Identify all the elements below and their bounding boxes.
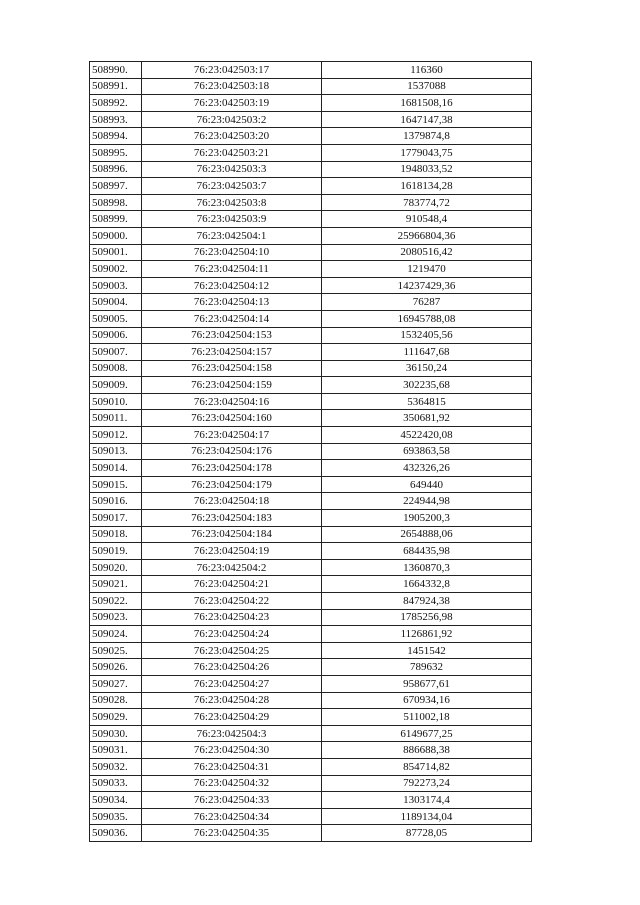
table-row xyxy=(90,476,532,493)
table-row xyxy=(90,709,532,726)
cadastral-number-cell: 76:23:042504:183 xyxy=(142,510,322,527)
row-number-cell: 509022. xyxy=(90,593,142,610)
row-number-cell: 509020. xyxy=(90,559,142,576)
cadastral-number-cell: 76:23:042504:19 xyxy=(142,543,322,560)
table-row xyxy=(90,593,532,610)
cadastral-number-cell: 76:23:042504:24 xyxy=(142,626,322,643)
table-row xyxy=(90,626,532,643)
cadastral-number-cell: 76:23:042504:1 xyxy=(142,227,322,244)
row-number-cell: 509000. xyxy=(90,227,142,244)
cadastral-number-cell: 76:23:042504:18 xyxy=(142,493,322,510)
row-number-cell: 508992. xyxy=(90,95,142,112)
cadastral-number-cell: 76:23:042503:8 xyxy=(142,194,322,211)
cadastral-value-cell: 511002,18 xyxy=(322,709,532,726)
row-number-cell: 508990. xyxy=(90,62,142,79)
cadastral-value-cell: 792273,24 xyxy=(322,775,532,792)
table-row xyxy=(90,775,532,792)
row-number-cell: 509024. xyxy=(90,626,142,643)
table-row xyxy=(90,277,532,294)
cadastral-number-cell: 76:23:042504:33 xyxy=(142,792,322,809)
row-number-cell: 508997. xyxy=(90,178,142,195)
row-number-cell: 509002. xyxy=(90,261,142,278)
row-number-cell: 509005. xyxy=(90,310,142,327)
row-number-cell: 509004. xyxy=(90,294,142,311)
table-row xyxy=(90,675,532,692)
cadastral-value-cell: 1189134,04 xyxy=(322,808,532,825)
table-row xyxy=(90,410,532,427)
cadastral-number-cell: 76:23:042504:2 xyxy=(142,559,322,576)
cadastral-number-cell: 76:23:042504:27 xyxy=(142,675,322,692)
row-number-cell: 509019. xyxy=(90,543,142,560)
row-number-cell: 509033. xyxy=(90,775,142,792)
row-number-cell: 509007. xyxy=(90,344,142,361)
cadastral-value-cell: 16945788,08 xyxy=(322,310,532,327)
cadastral-value-cell: 25966804,36 xyxy=(322,227,532,244)
row-number-cell: 509018. xyxy=(90,526,142,543)
cadastral-value-cell: 432326,26 xyxy=(322,460,532,477)
cadastral-value-cell: 1681508,16 xyxy=(322,95,532,112)
table-row xyxy=(90,211,532,228)
row-number-cell: 508995. xyxy=(90,144,142,161)
cadastral-value-cell: 4522420,08 xyxy=(322,427,532,444)
table-row xyxy=(90,825,532,842)
cadastral-value-cell: 36150,24 xyxy=(322,360,532,377)
table-row xyxy=(90,78,532,95)
row-number-cell: 509012. xyxy=(90,427,142,444)
table-row xyxy=(90,178,532,195)
cadastral-value-cell: 1948033,52 xyxy=(322,161,532,178)
cadastral-value-cell: 76287 xyxy=(322,294,532,311)
cadastral-value-cell: 1532405,56 xyxy=(322,327,532,344)
row-number-cell: 508991. xyxy=(90,78,142,95)
table-row xyxy=(90,294,532,311)
cadastral-number-cell: 76:23:042504:157 xyxy=(142,344,322,361)
row-number-cell: 508996. xyxy=(90,161,142,178)
cadastral-value-cell: 1303174,4 xyxy=(322,792,532,809)
table-row xyxy=(90,310,532,327)
cadastral-number-cell: 76:23:042503:18 xyxy=(142,78,322,95)
table-row xyxy=(90,559,532,576)
cadastral-value-cell: 910548,4 xyxy=(322,211,532,228)
row-number-cell: 509013. xyxy=(90,443,142,460)
cadastral-number-cell: 76:23:042504:35 xyxy=(142,825,322,842)
cadastral-number-cell: 76:23:042504:28 xyxy=(142,692,322,709)
cadastral-value-cell: 1126861,92 xyxy=(322,626,532,643)
cadastral-number-cell: 76:23:042503:3 xyxy=(142,161,322,178)
table-row xyxy=(90,327,532,344)
cadastral-number-cell: 76:23:042504:30 xyxy=(142,742,322,759)
cadastral-number-cell: 76:23:042504:26 xyxy=(142,659,322,676)
row-number-cell: 508999. xyxy=(90,211,142,228)
row-number-cell: 509031. xyxy=(90,742,142,759)
cadastral-value-cell: 789632 xyxy=(322,659,532,676)
cadastral-number-cell: 76:23:042504:17 xyxy=(142,427,322,444)
cadastral-value-cell: 847924,38 xyxy=(322,593,532,610)
row-number-cell: 509008. xyxy=(90,360,142,377)
cadastral-value-cell: 1537088 xyxy=(322,78,532,95)
table-row xyxy=(90,460,532,477)
cadastral-value-cell: 649440 xyxy=(322,476,532,493)
row-number-cell: 509015. xyxy=(90,476,142,493)
cadastral-value-cell: 1905200,3 xyxy=(322,510,532,527)
cadastral-number-cell: 76:23:042503:17 xyxy=(142,62,322,79)
cadastral-value-cell: 1779043,75 xyxy=(322,144,532,161)
table-row xyxy=(90,161,532,178)
cadastral-number-cell: 76:23:042503:21 xyxy=(142,144,322,161)
table-row xyxy=(90,792,532,809)
cadastral-value-cell: 350681,92 xyxy=(322,410,532,427)
cadastral-value-cell: 1618134,28 xyxy=(322,178,532,195)
table-row xyxy=(90,443,532,460)
cadastral-number-cell: 76:23:042504:159 xyxy=(142,377,322,394)
cadastral-number-cell: 76:23:042504:14 xyxy=(142,310,322,327)
row-number-cell: 509028. xyxy=(90,692,142,709)
cadastral-value-cell: 116360 xyxy=(322,62,532,79)
cadastral-number-cell: 76:23:042504:21 xyxy=(142,576,322,593)
cadastral-value-cell: 2654888,06 xyxy=(322,526,532,543)
cadastral-number-cell: 76:23:042504:10 xyxy=(142,244,322,261)
row-number-cell: 508994. xyxy=(90,128,142,145)
cadastral-value-cell: 6149677,25 xyxy=(322,725,532,742)
row-number-cell: 509011. xyxy=(90,410,142,427)
cadastral-value-cell: 1219470 xyxy=(322,261,532,278)
table-row xyxy=(90,144,532,161)
row-number-cell: 509032. xyxy=(90,758,142,775)
row-number-cell: 509021. xyxy=(90,576,142,593)
row-number-cell: 509010. xyxy=(90,393,142,410)
table-row xyxy=(90,692,532,709)
cadastral-number-cell: 76:23:042504:153 xyxy=(142,327,322,344)
table-row xyxy=(90,128,532,145)
cadastral-number-cell: 76:23:042504:29 xyxy=(142,709,322,726)
table-row xyxy=(90,576,532,593)
cadastral-number-cell: 76:23:042504:32 xyxy=(142,775,322,792)
cadastral-number-cell: 76:23:042504:11 xyxy=(142,261,322,278)
cadastral-number-cell: 76:23:042503:2 xyxy=(142,111,322,128)
row-number-cell: 508993. xyxy=(90,111,142,128)
cadastral-value-cell: 111647,68 xyxy=(322,344,532,361)
table-row xyxy=(90,244,532,261)
table-row xyxy=(90,360,532,377)
cadastral-value-cell: 854714,82 xyxy=(322,758,532,775)
cadastral-value-cell: 1785256,98 xyxy=(322,609,532,626)
row-number-cell: 509030. xyxy=(90,725,142,742)
row-number-cell: 509035. xyxy=(90,808,142,825)
cadastral-number-cell: 76:23:042504:13 xyxy=(142,294,322,311)
cadastral-value-cell: 886688,38 xyxy=(322,742,532,759)
cadastral-value-cell: 224944,98 xyxy=(322,493,532,510)
cadastral-number-cell: 76:23:042504:178 xyxy=(142,460,322,477)
cadastral-number-cell: 76:23:042504:23 xyxy=(142,609,322,626)
table-row xyxy=(90,742,532,759)
row-number-cell: 509023. xyxy=(90,609,142,626)
cadastral-value-cell: 1379874,8 xyxy=(322,128,532,145)
table-row xyxy=(90,493,532,510)
cadastral-number-cell: 76:23:042504:158 xyxy=(142,360,322,377)
table-row xyxy=(90,642,532,659)
cadastral-number-cell: 76:23:042504:176 xyxy=(142,443,322,460)
row-number-cell: 509001. xyxy=(90,244,142,261)
row-number-cell: 509009. xyxy=(90,377,142,394)
cadastral-number-cell: 76:23:042503:19 xyxy=(142,95,322,112)
row-number-cell: 509017. xyxy=(90,510,142,527)
table-row xyxy=(90,393,532,410)
cadastral-value-cell: 1664332,8 xyxy=(322,576,532,593)
row-number-cell: 509006. xyxy=(90,327,142,344)
row-number-cell: 509003. xyxy=(90,277,142,294)
row-number-cell: 509034. xyxy=(90,792,142,809)
table-row xyxy=(90,194,532,211)
cadastral-number-cell: 76:23:042503:7 xyxy=(142,178,322,195)
table-row xyxy=(90,659,532,676)
table-row xyxy=(90,758,532,775)
table-row xyxy=(90,344,532,361)
table-row xyxy=(90,227,532,244)
cadastral-value-cell: 693863,58 xyxy=(322,443,532,460)
table-row xyxy=(90,62,532,79)
cadastral-number-cell: 76:23:042503:20 xyxy=(142,128,322,145)
row-number-cell: 508998. xyxy=(90,194,142,211)
cadastral-value-cell: 958677,61 xyxy=(322,675,532,692)
cadastral-value-cell: 1360870,3 xyxy=(322,559,532,576)
cadastral-number-cell: 76:23:042504:3 xyxy=(142,725,322,742)
cadastral-value-cell: 1451542 xyxy=(322,642,532,659)
cadastral-number-cell: 76:23:042504:34 xyxy=(142,808,322,825)
table-body xyxy=(90,62,532,842)
row-number-cell: 509014. xyxy=(90,460,142,477)
cadastral-number-cell: 76:23:042504:160 xyxy=(142,410,322,427)
cadastral-number-cell: 76:23:042503:9 xyxy=(142,211,322,228)
cadastral-number-cell: 76:23:042504:179 xyxy=(142,476,322,493)
row-number-cell: 509016. xyxy=(90,493,142,510)
cadastral-number-cell: 76:23:042504:12 xyxy=(142,277,322,294)
table-row xyxy=(90,725,532,742)
row-number-cell: 509029. xyxy=(90,709,142,726)
table-row xyxy=(90,609,532,626)
cadastral-value-cell: 302235,68 xyxy=(322,377,532,394)
cadastral-value-cell: 5364815 xyxy=(322,393,532,410)
row-number-cell: 509027. xyxy=(90,675,142,692)
cadastral-number-cell: 76:23:042504:184 xyxy=(142,526,322,543)
cadastral-value-cell: 670934,16 xyxy=(322,692,532,709)
cadastral-value-cell: 2080516,42 xyxy=(322,244,532,261)
cadastral-value-cell: 783774,72 xyxy=(322,194,532,211)
table-row xyxy=(90,510,532,527)
cadastral-number-cell: 76:23:042504:22 xyxy=(142,593,322,610)
table-row xyxy=(90,427,532,444)
row-number-cell: 509025. xyxy=(90,642,142,659)
cadastral-value-cell: 684435,98 xyxy=(322,543,532,560)
table-row xyxy=(90,526,532,543)
cadastral-value-cell: 87728,05 xyxy=(322,825,532,842)
cadastral-number-cell: 76:23:042504:31 xyxy=(142,758,322,775)
table-row xyxy=(90,111,532,128)
table-row xyxy=(90,377,532,394)
table-row xyxy=(90,261,532,278)
cadastral-value-cell: 14237429,36 xyxy=(322,277,532,294)
cadastral-value-table xyxy=(89,61,532,842)
table-row xyxy=(90,543,532,560)
table-row xyxy=(90,95,532,112)
table-row xyxy=(90,808,532,825)
cadastral-value-cell: 1647147,38 xyxy=(322,111,532,128)
cadastral-number-cell: 76:23:042504:25 xyxy=(142,642,322,659)
row-number-cell: 509026. xyxy=(90,659,142,676)
row-number-cell: 509036. xyxy=(90,825,142,842)
cadastral-number-cell: 76:23:042504:16 xyxy=(142,393,322,410)
